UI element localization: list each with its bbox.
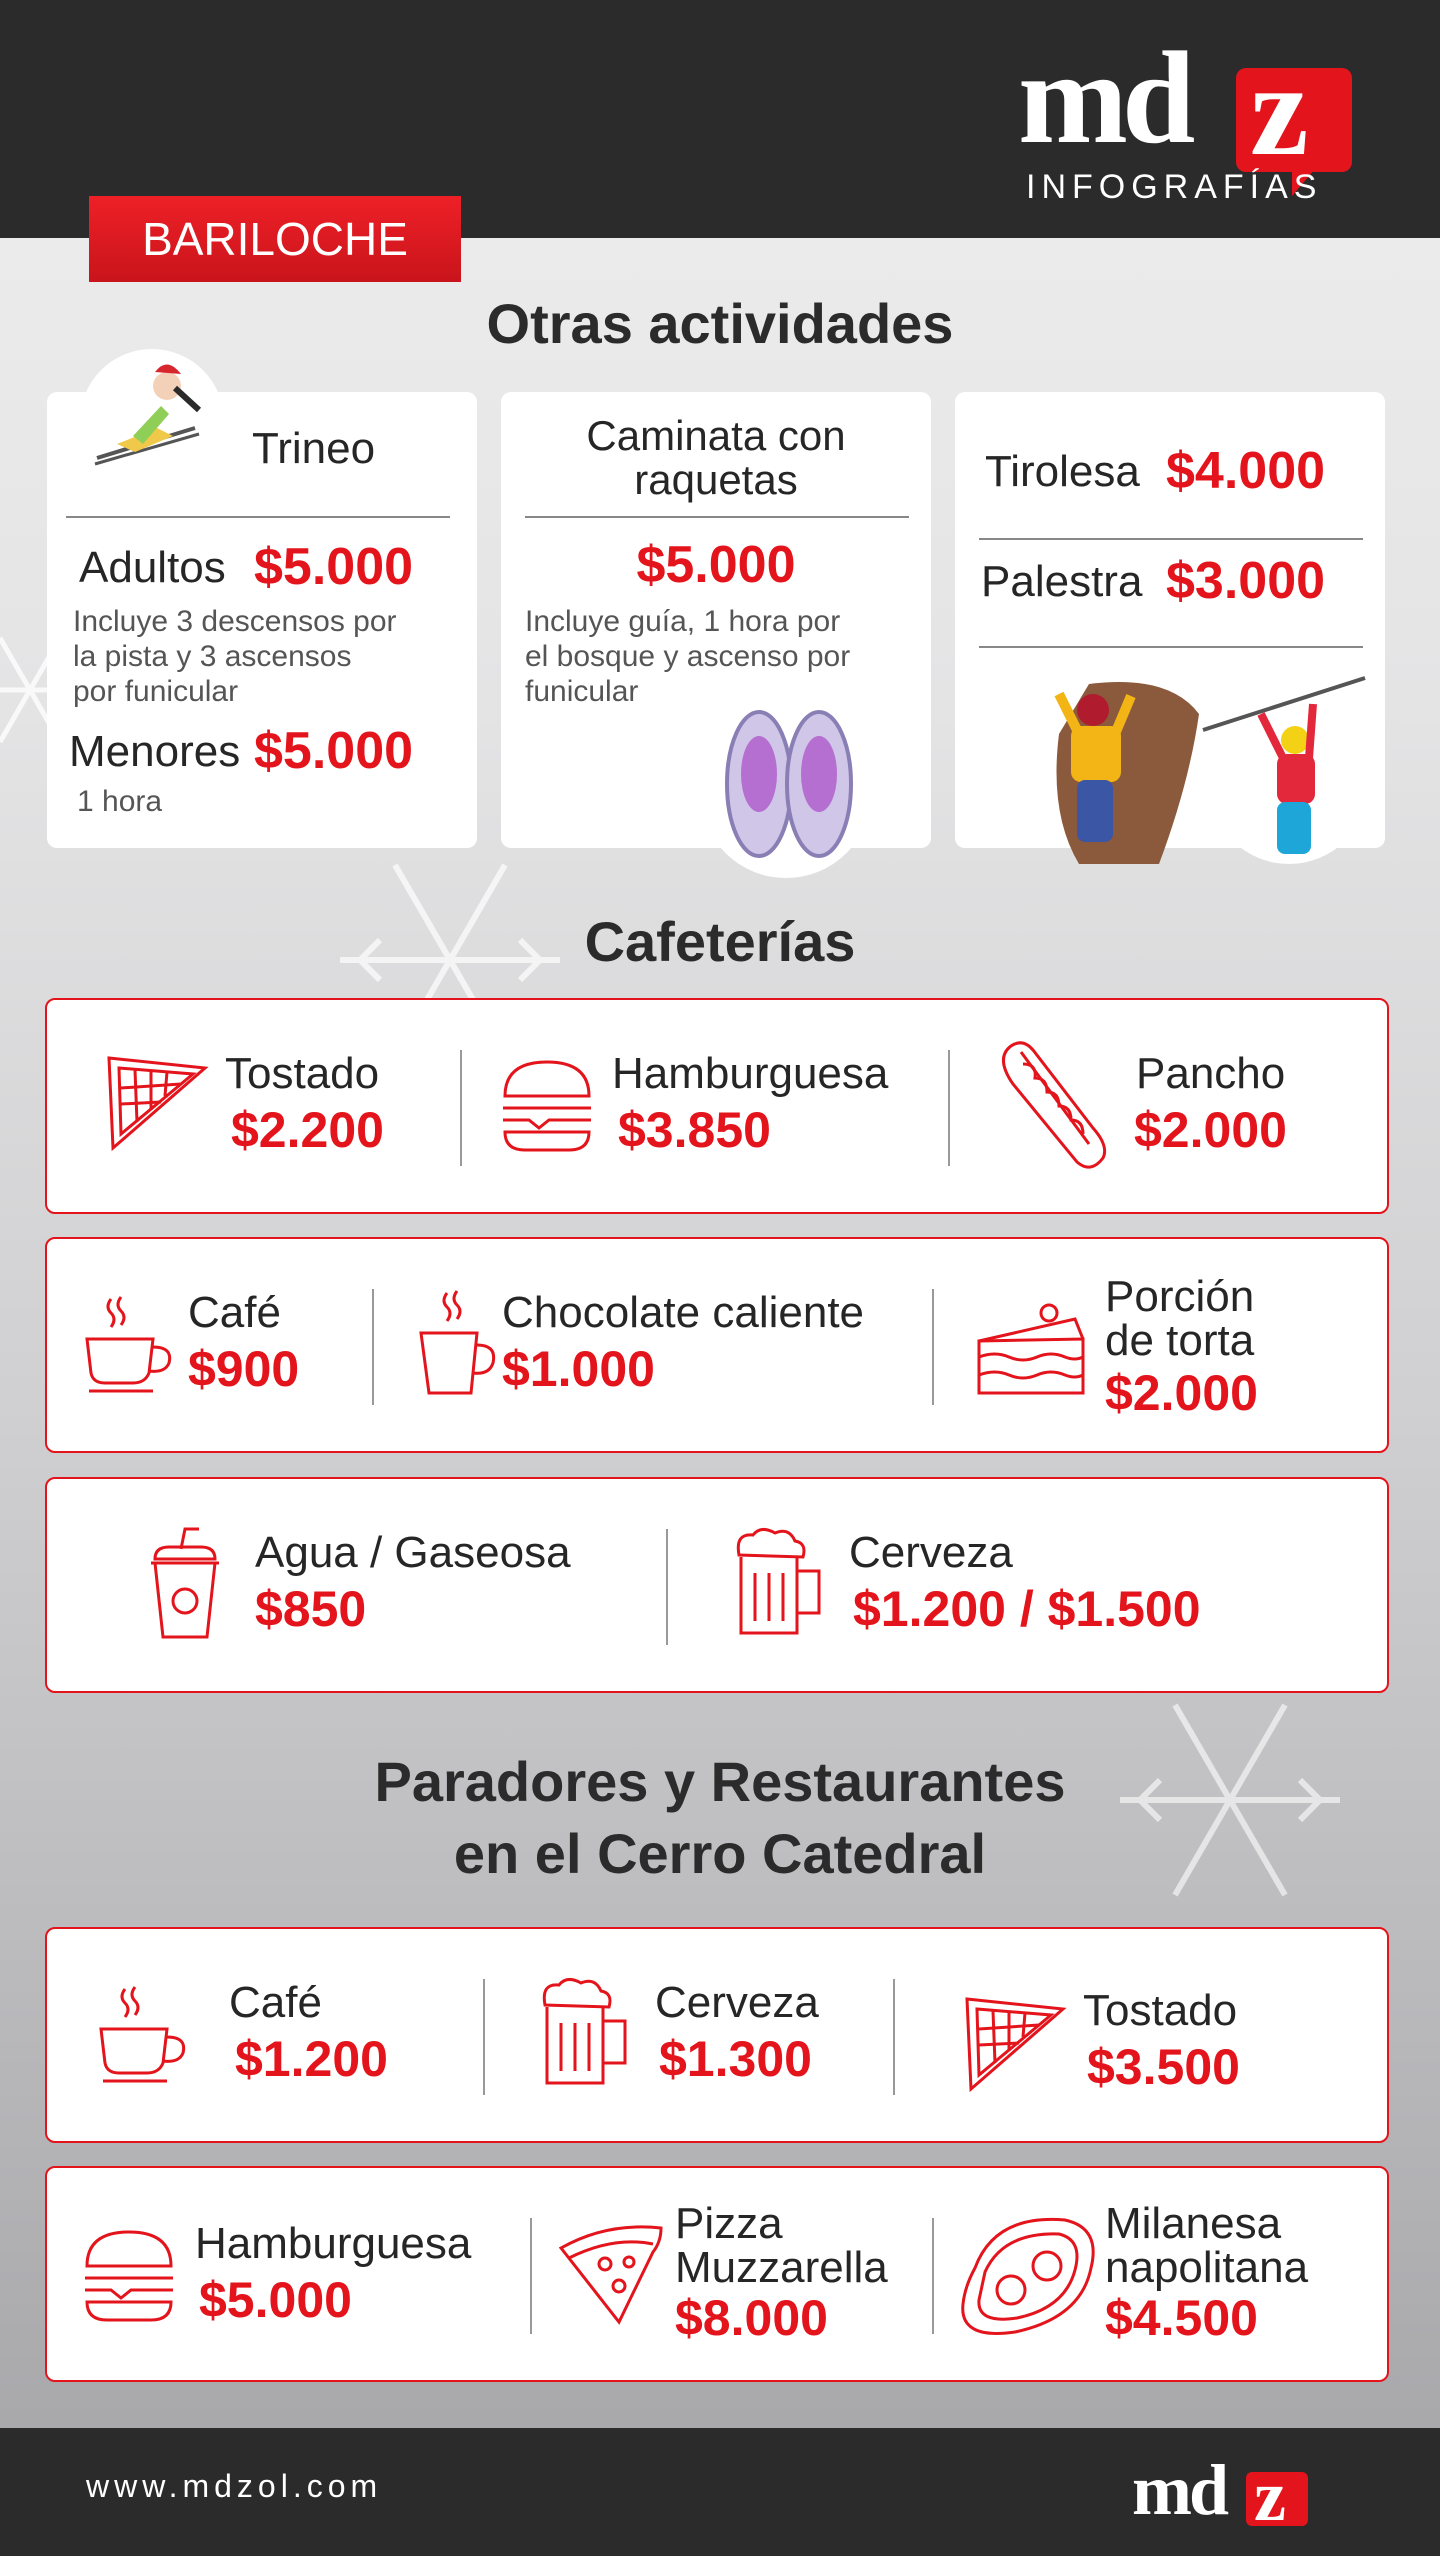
separator <box>460 1050 462 1166</box>
item-name-2: Muzzarella <box>675 2243 888 2292</box>
footer-url-link[interactable]: www.mdzol.com <box>86 2468 383 2504</box>
item-name: Café <box>188 1288 281 1337</box>
adultos-price: $5.000 <box>254 538 414 596</box>
item-name: Café <box>229 1978 322 2027</box>
raquetas-note-1: Incluye guía, 1 hora por <box>525 605 841 638</box>
beer-mug-icon <box>537 1975 633 2091</box>
snowshoes-icon <box>701 704 871 880</box>
palestra-label: Palestra <box>981 557 1143 606</box>
item-name: Tostado <box>1083 1986 1238 2035</box>
item-price: $1.200 <box>235 2031 388 2087</box>
zipline-icon <box>1199 674 1369 874</box>
trineo-title: Trineo <box>252 424 376 473</box>
city-badge: BARILOCHE <box>89 196 461 282</box>
milanesa-icon <box>955 2208 1101 2342</box>
item-price: $2.200 <box>231 1102 384 1158</box>
item-price: $8.000 <box>675 2290 828 2346</box>
tostado-icon <box>95 1048 211 1156</box>
adultos-note-2: la pista y 3 ascensos <box>73 640 352 673</box>
item-name: Chocolate caliente <box>502 1288 865 1337</box>
paradores-row-2 <box>45 2166 1389 2382</box>
logo-subtitle: INFOGRAFÍAS <box>1026 168 1323 206</box>
raquetas-title-1: Caminata con <box>586 412 846 459</box>
cafeterias-row-3 <box>45 1477 1389 1693</box>
item-name: Tostado <box>225 1049 380 1098</box>
palestra-price: $3.000 <box>1166 552 1326 610</box>
item-price: $5.000 <box>199 2272 352 2328</box>
hamburger-icon <box>499 1056 595 1156</box>
item-price: $850 <box>255 1581 367 1637</box>
separator <box>948 1050 950 1166</box>
item-price: $1.000 <box>502 1341 655 1397</box>
card-tirolesa-palestra <box>955 392 1385 848</box>
divider <box>525 516 909 518</box>
footer-bar <box>0 2428 1440 2556</box>
cafeterias-row-1 <box>45 998 1389 1214</box>
raquetas-note-2: el bosque y ascenso por <box>525 640 851 673</box>
pizza-slice-icon <box>557 2218 667 2328</box>
item-name: Cerveza <box>655 1978 819 2027</box>
item-name: Cerveza <box>849 1528 1013 1577</box>
raquetas-title-2: raquetas <box>634 456 798 503</box>
section-title-paradores-2: en el Cerro Catedral <box>453 1822 987 1885</box>
section-title-paradores-1: Paradores y Restaurantes <box>374 1750 1066 1813</box>
separator <box>666 1529 668 1645</box>
item-price: $2.000 <box>1105 1365 1258 1421</box>
footer-mdz-logo[interactable] <box>1132 2450 1312 2540</box>
separator <box>932 1289 934 1405</box>
logo-word: md <box>1132 2450 1227 2530</box>
section-title-cafeterias: Cafeterías <box>584 910 856 973</box>
cafeterias-row-2 <box>45 1237 1389 1453</box>
separator <box>893 1979 895 2095</box>
hot-chocolate-icon <box>417 1289 499 1399</box>
logo-word: md <box>1018 24 1190 171</box>
logo-z: z <box>1250 36 1309 183</box>
item-name-1: Porción <box>1105 1272 1255 1321</box>
logo-z: z <box>1254 2456 1286 2536</box>
climber-icon <box>1019 674 1209 874</box>
section-title-actividades: Otras actividades <box>486 292 954 355</box>
tostado-icon <box>953 1989 1069 2097</box>
item-name: Pancho <box>1136 1049 1286 1098</box>
tirolesa-price: $4.000 <box>1166 442 1326 500</box>
menores-price: $5.000 <box>254 722 414 780</box>
mdz-logo[interactable] <box>1018 24 1338 208</box>
separator <box>372 1289 374 1405</box>
coffee-cup-icon <box>95 1983 189 2083</box>
separator <box>530 2218 532 2334</box>
coffee-cup-icon <box>81 1293 175 1393</box>
tirolesa-label: Tirolesa <box>985 447 1140 496</box>
item-name-2: de torta <box>1105 1316 1255 1365</box>
item-price: $3.500 <box>1087 2039 1240 2095</box>
item-name: Agua / Gaseosa <box>255 1528 571 1577</box>
item-name-1: Pizza <box>675 2199 783 2248</box>
separator <box>932 2218 934 2334</box>
separator <box>483 1979 485 2095</box>
hotdog-icon <box>993 1034 1113 1174</box>
menores-label: Menores <box>69 727 241 776</box>
item-price: $2.000 <box>1134 1102 1287 1158</box>
raquetas-note-3: funicular <box>525 675 639 708</box>
card-trineo <box>47 392 477 848</box>
adultos-note-3: por funicular <box>73 675 239 708</box>
item-name: Hamburguesa <box>195 2219 472 2268</box>
raquetas-price: $5.000 <box>636 536 796 594</box>
cake-slice-icon <box>975 1299 1087 1399</box>
item-price: $3.850 <box>618 1102 771 1158</box>
hamburger-icon <box>81 2226 177 2326</box>
divider <box>979 538 1363 540</box>
soda-cup-icon <box>145 1525 225 1643</box>
item-price: $4.500 <box>1105 2290 1258 2346</box>
item-name-2: napolitana <box>1105 2243 1309 2292</box>
adultos-note-1: Incluye 3 descensos por <box>73 605 397 638</box>
sled-icon <box>77 346 227 496</box>
adultos-label: Adultos <box>79 543 226 592</box>
beer-mug-icon <box>731 1525 827 1641</box>
item-price: $1.200 / $1.500 <box>853 1581 1201 1637</box>
divider <box>979 646 1363 648</box>
card-raquetas <box>501 392 931 848</box>
divider <box>66 516 450 518</box>
item-name-1: Milanesa <box>1105 2199 1282 2248</box>
item-price: $1.300 <box>659 2031 812 2087</box>
item-price: $900 <box>188 1341 300 1397</box>
item-name: Hamburguesa <box>612 1049 889 1098</box>
menores-note: 1 hora <box>77 785 163 818</box>
paradores-row-1 <box>45 1927 1389 2143</box>
